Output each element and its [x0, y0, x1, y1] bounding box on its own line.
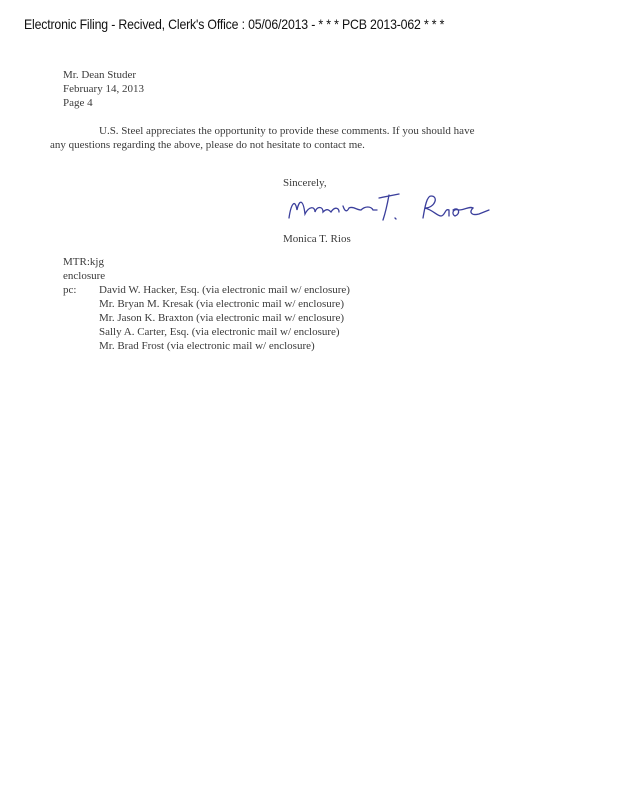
- page-number: Page 4: [63, 97, 93, 109]
- cc-recipient: Sally A. Carter, Esq. (via electronic mail w/ enclosure): [99, 326, 340, 338]
- cc-recipient: Mr. Brad Frost (via electronic mail w/ enclosure): [99, 340, 315, 352]
- cc-recipient: Mr. Bryan M. Kresak (via electronic mail w/ enclosure): [99, 298, 344, 310]
- salutation: Sincerely,: [283, 177, 327, 189]
- cc-recipient: Mr. Jason K. Braxton (via electronic mail w/ enclosure): [99, 312, 344, 324]
- initials: MTR:kjg: [63, 256, 104, 268]
- letter-date: February 14, 2013: [63, 83, 144, 95]
- signer-name: Monica T. Rios: [283, 233, 351, 245]
- filing-stamp: Electronic Filing - Recived, Clerk's Office : 05/06/2013 - * * * PCB 2013-062 * * *: [24, 16, 445, 32]
- cc-label: pc:: [63, 284, 77, 296]
- handwritten-signature: [283, 188, 493, 228]
- body-line-1: U.S. Steel appreciates the opportunity to provide these comments. If you should have: [99, 125, 475, 137]
- addressee: Mr. Dean Studer: [63, 69, 137, 81]
- body-line-2: any questions regarding the above, please do not hesitate to contact me.: [50, 139, 365, 151]
- enclosure-note: enclosure: [63, 270, 106, 282]
- cc-recipient: David W. Hacker, Esq. (via electronic mail w/ enclosure): [99, 284, 350, 296]
